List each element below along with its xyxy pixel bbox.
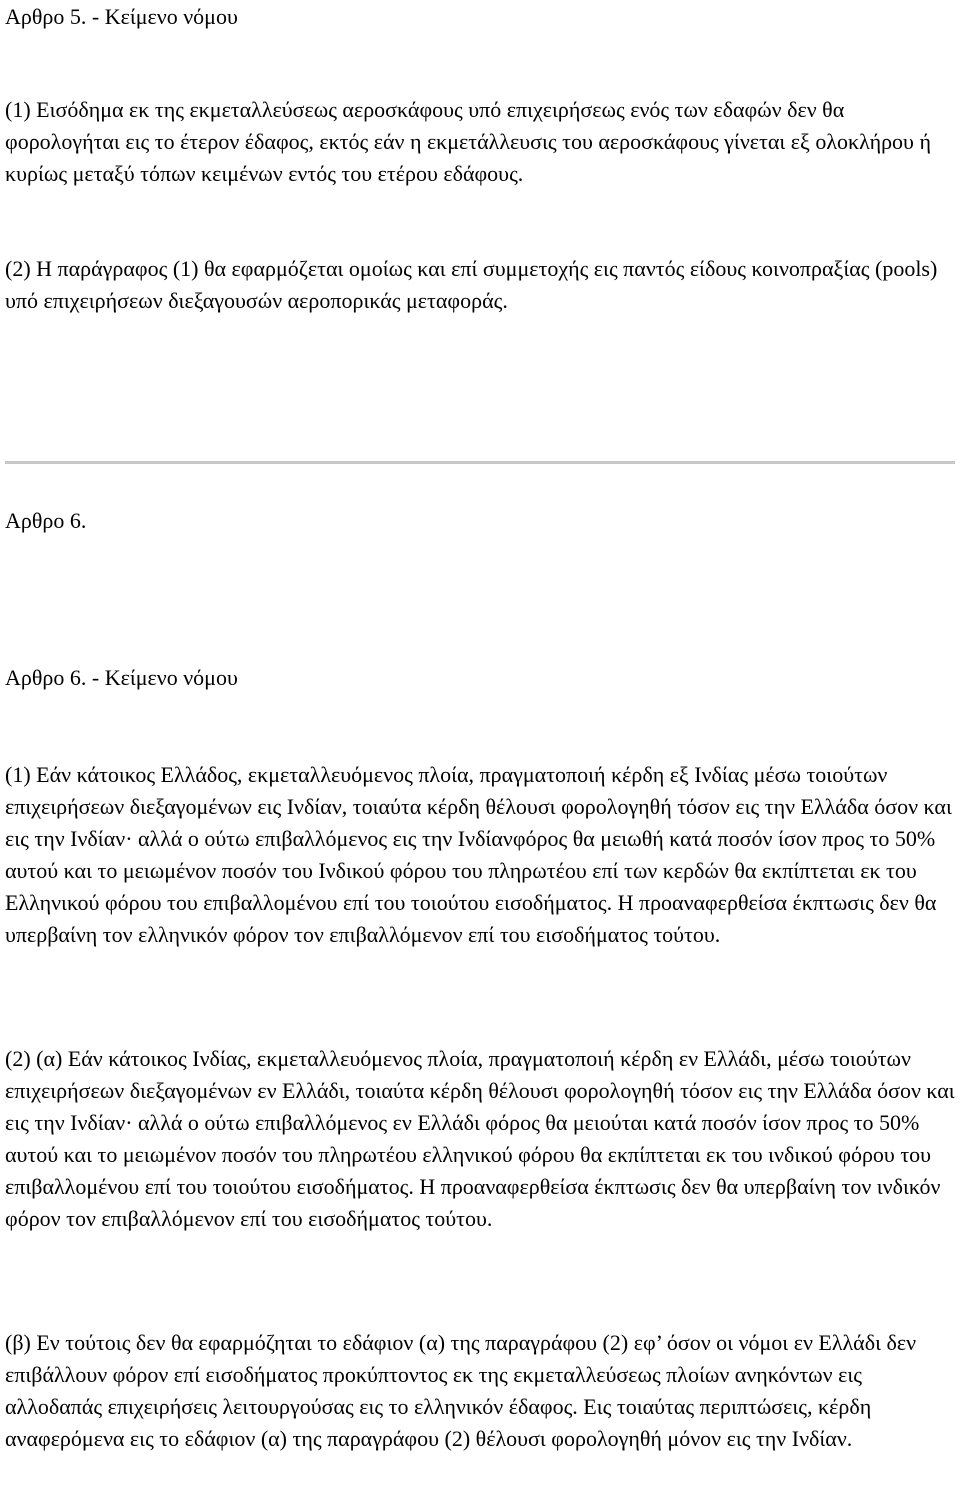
article-6-title: Αρθρο 6. bbox=[5, 508, 87, 533]
article-6-paragraph-3-text: (β) Εν τούτοις δεν θα εφαρμόζηται το εδάφιον (α) της παραγράφου (2) εφ’ όσον οι νόμοι εν Ελλάδι δεν επιβάλλουν φόρον επί εισοδήματος προκύπτοντος εκ της εκμεταλλεύσεως πλοίων ανηκόντων εις αλλοδαπάς επιχειρήσεις λειτουργούσας εις το ελληνικόν έδαφος. Εις τοιαύτας περιπτώσεις, κέρδη αναφερόμενα εις το εδάφιον (α) της παραγράφου (2) θέλουσι φορολογηθή μόνον εις την Ινδίαν. bbox=[5, 1330, 917, 1451]
article-6-paragraph-2-text: (2) (α) Εάν κάτοικος Ινδίας, εκμεταλλευόμενος πλοία, πραγματοποιή κέρδη εν Ελλάδι, μέσω τοιούτων επιχειρήσεων διεξαγομένων εν Ελλάδι, τοιαύτα κέρδη θέλουσι φορολογηθή τόσον εις την Ελλάδα όσον και εις την Ινδίαν· αλλά ο ούτω επιβαλλόμενος εν Ελλάδι φόρος θα μειούται κατά ποσόν ίσον προς το 50% αυτού και το μειωμένον ποσόν του πληρωτέου ελληνικού φόρου θα εκπίπτεται εκ του ινδικού φόρου του επιβαλλομένου επί του τοιούτου εισοδήματος. Η προαναφερθείσα έκπτωσις δεν θα υπερβαίνη τον ινδικόν φόρον τον επιβαλλόμενον επί του εισοδήματος τούτου. bbox=[5, 1046, 955, 1231]
article-5-paragraph-1 bbox=[5, 94, 955, 190]
section-divider bbox=[5, 461, 955, 464]
article-5-section bbox=[5, 1, 955, 33]
article-5-paragraph-2 bbox=[5, 253, 955, 317]
article-5-paragraph-1-text: (1) Εισόδημα εκ της εκμεταλλεύσεως αεροσκάφους υπό επιχειρήσεως ενός των εδαφών δεν θα φορολογήται εις το έτερον έδαφος, εκτός εάν η εκμετάλλευσις του αεροσκάφους γίνεται εξ ολοκλήρου ή κυρίως μεταξύ τόπων κειμένων εντός του ετέρου εδάφους. bbox=[5, 97, 931, 186]
article-5-heading: Αρθρο 5. - Κείμενο νόμου bbox=[5, 4, 238, 29]
article-6-paragraph-2 bbox=[5, 1043, 955, 1235]
article-5-paragraph-2-text: (2) Η παράγραφος (1) θα εφαρμόζεται ομοίως και επί συμμετοχής εις παντός είδους κοινοπραξίας (pools) υπό επιχειρήσεων διεξαγουσών αεροπορικάς μεταφοράς. bbox=[5, 256, 938, 313]
article-6-heading: Αρθρο 6. - Κείμενο νόμου bbox=[5, 665, 238, 690]
article-6-title-block bbox=[5, 505, 955, 537]
article-6-paragraph-3 bbox=[5, 1327, 955, 1455]
article-6-paragraph-1 bbox=[5, 759, 955, 951]
article-6-heading-block bbox=[5, 662, 955, 694]
article-6-paragraph-1-text: (1) Εάν κάτοικος Ελλάδος, εκμεταλλευόμενος πλοία, πραγματοποιή κέρδη εξ Ινδίας μέσω τοιούτων επιχειρήσεων διεξαγομένων εις Ινδίαν, τοιαύτα κέρδη θέλουσι φορολογηθή τόσον εις την Ελλάδα όσον και εις την Ινδίαν· αλλά ο ούτω επιβαλλόμενος εις την Ινδίανφόρος θα μειωθή κατά ποσόν ίσον προς το 50% αυτού και το μειωμένον ποσόν του Ινδικού φόρου του πληρωτέου επί των κερδών θα εκπίπτεται εκ του Ελληνικού φόρου του επιβαλλομένου επί του τοιούτου εισοδήματος. Η προαναφερθείσα έκπτωσις δεν θα υπερβαίνη τον ελληνικόν φόρον τον επιβαλλόμενον επί του εισοδήματος τούτου. bbox=[5, 762, 952, 947]
